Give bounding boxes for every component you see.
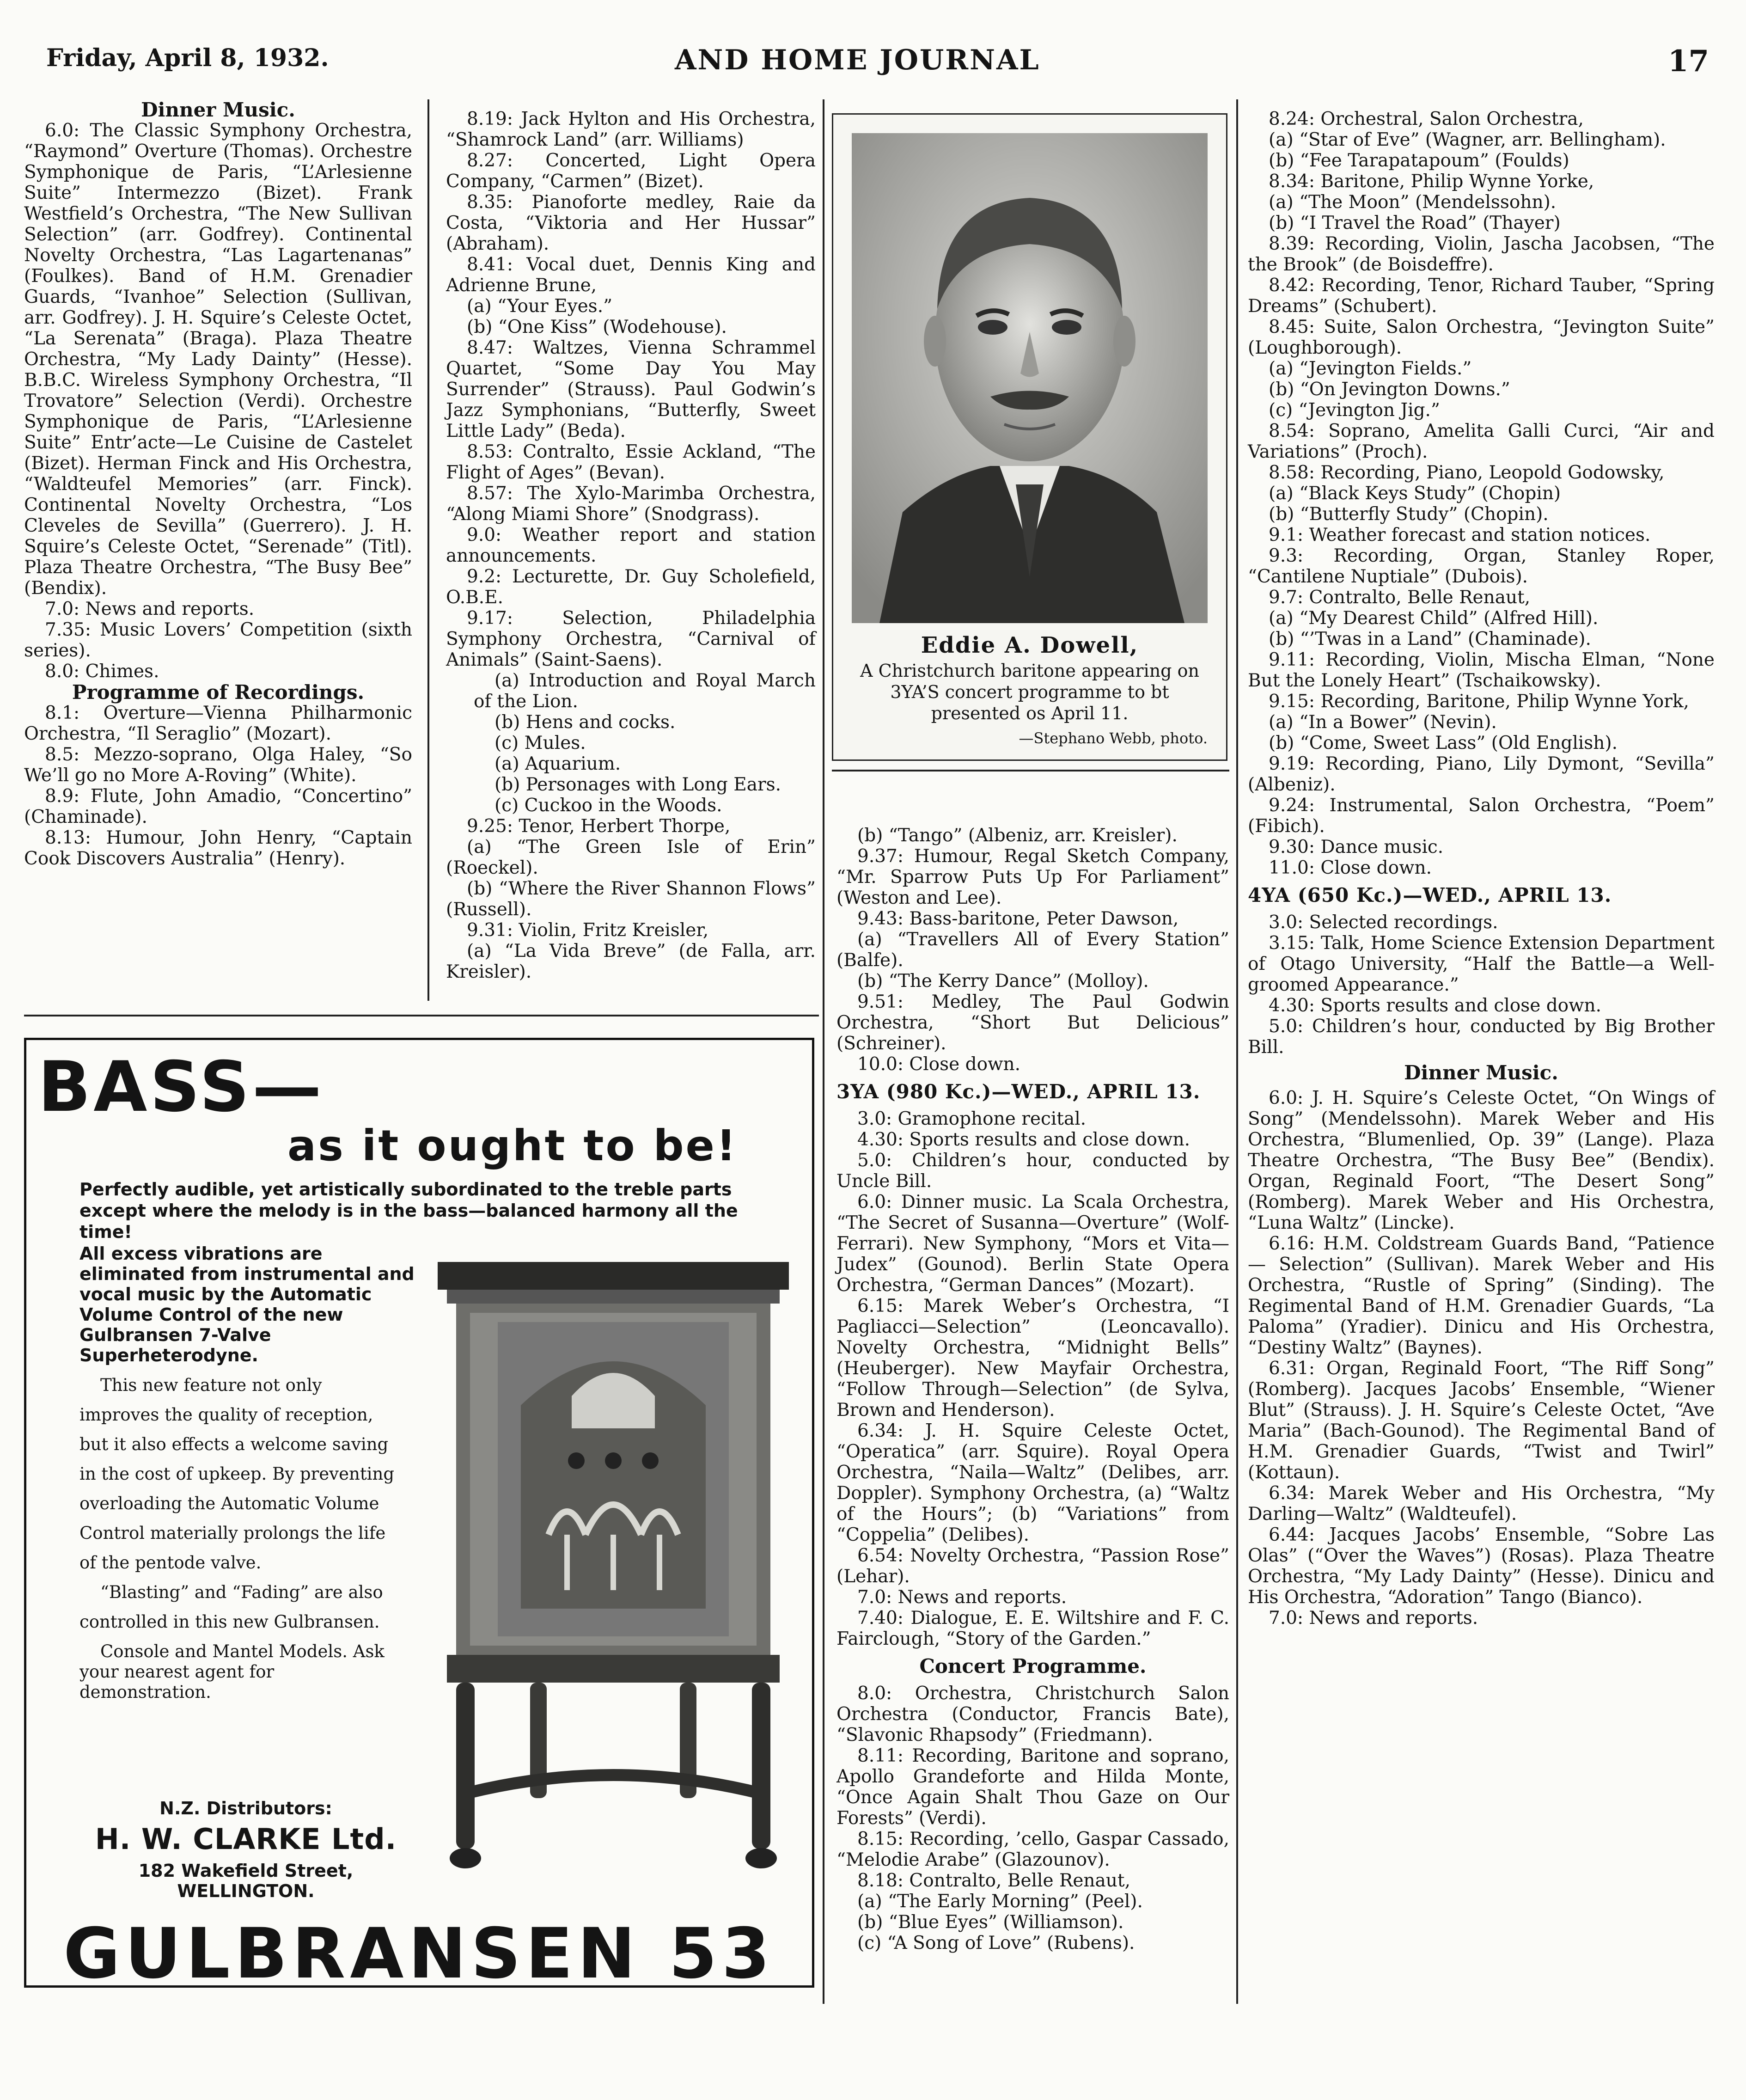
journal-title: AND HOME JOURNAL xyxy=(675,44,1040,76)
programme-entry: 8.47: Waltzes, Vienna Schrammel Quartet, “Some Day You May Surrender” (Strauss). Paul Godwin’s Jazz Symphonians, “Butterfly, Sweet Little Lady” (Beda). xyxy=(446,337,816,441)
programme-entry: 5.0: Children’s hour, conducted by Big Brother Bill. xyxy=(1248,1016,1715,1058)
programme-entry: 10.0: Close down. xyxy=(857,1054,1020,1075)
programme-entry: 6.15: Marek Weber’s Orchestra, “I Pagliacci—Selection” (Leoncavallo). Novelty Orchestra, “Midnight Bells” (Heuberger). New Mayfair Orchestra, “Follow Through—Selection” (de Sylva, Brown and Henderson). xyxy=(836,1296,1229,1420)
distributor-label: N.Z. Distributors: xyxy=(159,1798,332,1818)
ad-body xyxy=(79,1371,403,1702)
programme-subentry: (a) “Travellers All of Every Station” (Balfe). xyxy=(836,929,1229,971)
programme-entry: 8.18: Contralto, Belle Renaut, xyxy=(857,1870,1130,1891)
distributor-address-street: 182 Wakefield Street, xyxy=(138,1861,354,1881)
programme-subentry: (b) “Come, Sweet Lass” (Old English). xyxy=(1269,733,1618,753)
page-header xyxy=(46,44,1709,86)
programme-subentry: (a) “Your Eyes.” xyxy=(467,296,613,317)
programme-entry: 6.16: H.M. Coldstream Guards Band, “Patience — Selection” (Sullivan). Marek Weber and His Orchestra, “Rustle of Spring” (Sinding). The Regimental Band of H.M. Grenadier Guards, “La Paloma” (Yradier). Dinicu and His Orchestra, “Destiny Waltz” (Baynes). xyxy=(1248,1233,1715,1358)
distributor-address-city: WELLINGTON. xyxy=(177,1881,315,1901)
programme-subentry: (a) “Star of Eve” (Wagner, arr. Bellingham). xyxy=(1269,129,1666,150)
programme-subentry: (a) “The Green Isle of Erin” (Roeckel). xyxy=(446,837,816,878)
product-name: GULBRANSEN 53 xyxy=(63,1914,775,1994)
programme-entry: 6.44: Jacques Jacobs’ Ensemble, “Sobre Las Olas” (“Over the Waves”) (Rosas). Plaza Theatre Orchestra, “My Lady Dainty” (Hesse). Dinicu and His Orchestra, “Adoration” Tango (Bianco). xyxy=(1248,1524,1715,1608)
programme-subentry: (a) Introduction and Royal March of the Lion. xyxy=(474,670,816,712)
distributor-name: H. W. CLARKE Ltd. xyxy=(95,1822,397,1856)
column-4 xyxy=(1248,109,1715,1629)
programme-entry: 6.54: Novelty Orchestra, “Passion Rose” (Lehar). xyxy=(836,1545,1229,1587)
programme-entry: 6.0: The Classic Symphony Orchestra, “Raymond” Overture (Thomas). Orchestre Symphonique de Paris, “L’Arlesienne Suite” Intermezzo (Bizet). Frank Westfield’s Orchestra, “The New Sullivan Selection” (arr. Godfrey). Continental Novelty Orchestra, “Las Lagartenanas” (Foulkes). Band of H.M. Grenadier Guards, “Ivanhoe” Selection (Sullivan, arr. Godfrey). J. H. Squire’s Celeste Octet, “La Serenata” (Braga). Plaza Theatre Orchestra, “My Lady Dainty” (Hesse). B.B.C. Wireless Symphony Orchestra, “Il Trovatore” Selection (Verdi). Orchestre Symphonique de Paris, “L’Arlesienne Suite” Entr’acte—Le Cuisine de Castelet (Bizet). Herman Finck and His Orchestra, “Waldteufel Memories” (arr. Finck). Continental Novelty Orchestra, “Los Cleveles de Sevilla” (Guerrero). J. H. Squire’s Celeste Octet, “Serenade” (Titl). Plaza Theatre Orchestra, “The Busy Bee” (Bendix). xyxy=(24,120,412,599)
programme-entry: 6.31: Organ, Reginald Foort, “The Riff Song” (Romberg). Jacques Jacobs’ Ensemble, “Wiener Blut” (Strauss). J. H. Squire’s Celeste Octet, “Ave Maria” (Bach-Gounod). The Regimental Band of H.M. Grenadier Guards, “Twist and Twirl” (Kottaun). xyxy=(1248,1358,1715,1483)
programme-subentry: (c) “A Song of Love” (Rubens). xyxy=(857,1933,1135,1953)
programme-entry: 9.17: Selection, Philadelphia Symphony Orchestra, “Carnival of Animals” (Saint-Saens). xyxy=(446,608,816,670)
issue-date: Friday, April 8, 1932. xyxy=(46,44,329,72)
programme-subentry: (a) “La Vida Breve” (de Falla, arr. Kreisler). xyxy=(446,941,816,982)
column-2 xyxy=(446,109,816,982)
programme-entry: 8.5: Mezzo-soprano, Olga Haley, “So We’ll go no More A-Roving” (White). xyxy=(24,744,412,786)
programme-entry: 6.34: J. H. Squire Celeste Octet, “Operatica” (arr. Squire). Royal Opera Orchestra, “Naila—Waltz” (Delibes, arr. Doppler). Symphony Orchestra, (a) “Waltz of the Hours”; (b) “Variations” from “Coppelia” (Delibes). xyxy=(836,1420,1229,1545)
programme-entry: 9.1: Weather forecast and station notices. xyxy=(1269,525,1651,545)
programme-entry: 9.51: Medley, The Paul Godwin Orchestra, “Short But Delicious” (Schreiner). xyxy=(836,992,1229,1054)
console-radio-illustration xyxy=(428,1257,798,1881)
programme-entry: 7.40: Dialogue, E. E. Wiltshire and F. C. Fairclough, “Story of the Garden.” xyxy=(836,1608,1229,1649)
programme-subentry: (a) Aquarium. xyxy=(494,753,621,774)
programme-entry: 7.35: Music Lovers’ Competition (sixth series). xyxy=(24,619,412,661)
programme-entry: 6.0: Dinner music. La Scala Orchestra, “The Secret of Susanna—Overture” (Wolf-Ferrari). New Symphony, “Mors et Vita—Judex” (Gounod). Berlin State Opera Orchestra, “German Dances” (Mozart). xyxy=(836,1192,1229,1296)
programme-subentry: (b) “Fee Tarapatapoum” (Foulds) xyxy=(1269,150,1569,171)
column-rule xyxy=(427,99,429,1001)
programme-subentry: (b) “One Kiss” (Wodehouse). xyxy=(467,317,727,337)
programme-entry: 9.3: Recording, Organ, Stanley Roper, “Cantilene Nuptiale” (Dubois). xyxy=(1248,545,1715,587)
programme-entry: 9.31: Violin, Fritz Kreisler, xyxy=(467,920,709,941)
station-heading: 3YA (980 Kc.)—WED., APRIL 13. xyxy=(836,1080,1201,1103)
programme-entry: 6.34: Marek Weber and His Orchestra, “My Darling—Waltz” (Waldteufel). xyxy=(1248,1483,1715,1524)
programme-subentry: (a) “Jevington Fields.” xyxy=(1269,358,1472,379)
programme-entry: 9.2: Lecturette, Dr. Guy Scholefield, O.B.E. xyxy=(446,566,816,608)
programme-entry: 6.0: J. H. Squire’s Celeste Octet, “On Wings of Song” (Mendelssohn). Marek Weber and His Orchestra, “Blumenlied, Op. 39” (Lange). Plaza Theatre Orchestra, “The Busy Bee” (Bendix). Organ, Reginald Foort, “The Desert Song” (Romberg). Marek Weber and His Orchestra, “Luna Waltz” (Lincke). xyxy=(1248,1088,1715,1233)
programme-entry: 8.42: Recording, Tenor, Richard Tauber, “Spring Dreams” (Schubert). xyxy=(1248,275,1715,317)
ad-subheadline: as it ought to be! xyxy=(287,1121,738,1170)
programme-subentry: (c) Cuckoo in the Woods. xyxy=(494,795,722,816)
portrait-name: Eddie A. Dowell, xyxy=(921,632,1139,658)
ad-headline: BASS— xyxy=(38,1047,324,1127)
programme-subentry: (b) “’Twas in a Land” (Chaminade). xyxy=(1269,629,1591,649)
programme-subentry: (b) Personages with Long Ears. xyxy=(494,774,781,795)
programme-entry: 9.0: Weather report and station announcements. xyxy=(446,525,816,566)
programme-entry: 8.41: Vocal duet, Dennis King and Adrienne Brune, xyxy=(446,254,816,296)
section-rule xyxy=(24,1015,819,1016)
programme-subentry: (a) “In a Bower” (Nevin). xyxy=(1269,712,1497,733)
programme-subentry: (b) “Butterfly Study” (Chopin). xyxy=(1269,504,1549,525)
programme-entry: 8.0: Chimes. xyxy=(45,661,159,682)
programme-entry: 9.25: Tenor, Herbert Thorpe, xyxy=(467,816,731,837)
portrait-caption: A Christchurch baritone appearing on 3YA’S concert programme to bt presented os April 11. xyxy=(860,661,1199,723)
column-rule xyxy=(823,99,824,2004)
programme-entry: 8.45: Suite, Salon Orchestra, “Jevington Suite” (Loughborough). xyxy=(1248,317,1715,358)
programme-subentry: (b) “I Travel the Road” (Thayer) xyxy=(1269,213,1561,233)
programme-entry: 8.24: Orchestral, Salon Orchestra, xyxy=(1269,109,1584,129)
ad-body-paragraph: “Blasting” and “Fading” are also controlled in this new Gulbransen. xyxy=(79,1582,383,1632)
programme-entry: 9.30: Dance music. xyxy=(1269,837,1444,857)
programme-subentry: (a) “Black Keys Study” (Chopin) xyxy=(1269,483,1561,504)
programme-entry: 8.34: Baritone, Philip Wynne Yorke, xyxy=(1269,171,1594,192)
programme-entry: 8.13: Humour, John Henry, “Captain Cook Discovers Australia” (Henry). xyxy=(24,827,412,869)
programme-entry: 8.58: Recording, Piano, Leopold Godowsky, xyxy=(1269,462,1665,483)
ad-body-paragraph: Console and Mantel Models. Ask your nearest agent for demonstration. xyxy=(79,1641,385,1702)
programme-entry: 8.35: Pianoforte medley, Raie da Costa, “Viktoria and Her Hussar” (Abraham). xyxy=(446,192,816,254)
programme-subentry: (b) “Tango” (Albeniz, arr. Kreisler). xyxy=(857,825,1178,846)
photo-credit: —Stephano Webb, photo. xyxy=(1019,729,1208,747)
column-3 xyxy=(836,825,1229,1953)
programme-subentry: (b) Hens and cocks. xyxy=(494,712,676,733)
ad-feature-text: All excess vibrations are eliminated from instrumental and vocal music by the Automatic Volume Control of the new Gulbransen 7-Valve Superheterodyne. xyxy=(79,1243,415,1365)
portrait-box xyxy=(832,113,1227,761)
programme-entry: 9.15: Recording, Baritone, Philip Wynne York, xyxy=(1269,691,1689,712)
section-heading: Programme of Recordings. xyxy=(72,681,365,704)
programme-entry: 3.0: Selected recordings. xyxy=(1269,912,1498,933)
programme-entry: 4.30: Sports results and close down. xyxy=(857,1129,1190,1150)
programme-subentry: (b) “The Kerry Dance” (Molloy). xyxy=(857,971,1149,992)
programme-entry: 9.24: Instrumental, Salon Orchestra, “Poem” (Fibich). xyxy=(1248,795,1715,837)
programme-entry: 8.0: Orchestra, Christchurch Salon Orchestra (Conductor, Francis Bate), “Slavonic Rhapsody” (Friedmann). xyxy=(836,1683,1229,1745)
section-heading: Dinner Music. xyxy=(141,98,295,121)
programme-subentry: (b) “Where the River Shannon Flows” (Russell). xyxy=(446,878,816,920)
programme-entry: 7.0: News and reports. xyxy=(1269,1608,1478,1629)
ad-lead-text: Perfectly audible, yet artistically subordinated to the treble parts except where the melody is in the bass—balanced harmony all the time! xyxy=(79,1179,738,1242)
programme-subentry: (a) “My Dearest Child” (Alfred Hill). xyxy=(1269,608,1599,629)
programme-entry: 8.19: Jack Hylton and His Orchestra, “Shamrock Land” (arr. Williams) xyxy=(446,109,816,150)
programme-entry: 4.30: Sports results and close down. xyxy=(1269,995,1602,1016)
programme-subentry: (c) Mules. xyxy=(494,733,586,753)
programme-subentry: (b) “On Jevington Downs.” xyxy=(1269,379,1510,400)
programme-entry: 9.37: Humour, Regal Sketch Company, “Mr. Sparrow Puts Up For Parliament” (Weston and Lee). xyxy=(836,846,1229,908)
column-1 xyxy=(24,99,412,869)
programme-entry: 8.11: Recording, Baritone and soprano, Apollo Grandeforte and Hilda Monte, “Once Again Shalt Thou Gaze on Our Forests” (Verdi). xyxy=(836,1745,1229,1829)
programme-entry: 3.0: Gramophone recital. xyxy=(857,1108,1087,1129)
programme-entry: 7.0: News and reports. xyxy=(857,1587,1067,1608)
station-heading: 4YA (650 Kc.)—WED., APRIL 13. xyxy=(1248,884,1612,906)
programme-subentry: (a) “The Moon” (Mendelssohn). xyxy=(1269,192,1557,213)
column-rule xyxy=(1236,99,1238,2004)
programme-subentry: (b) “Blue Eyes” (Williamson). xyxy=(857,1912,1124,1933)
gulbransen-advertisement xyxy=(24,1038,814,1994)
programme-subentry: (c) “Jevington Jig.” xyxy=(1269,400,1440,421)
programme-entry: 9.7: Contralto, Belle Renaut, xyxy=(1269,587,1531,608)
section-heading: Concert Programme. xyxy=(919,1655,1147,1678)
programme-entry: 11.0: Close down. xyxy=(1269,857,1432,878)
programme-entry: 8.57: The Xylo-Marimba Orchestra, “Along Miami Shore” (Snodgrass). xyxy=(446,483,816,525)
section-rule xyxy=(832,770,1229,771)
programme-entry: 8.15: Recording, ’cello, Gaspar Cassado, “Melodie Arabe” (Glazounov). xyxy=(836,1829,1229,1870)
programme-entry: 9.19: Recording, Piano, Lily Dymont, “Sevilla” (Albeniz). xyxy=(1248,753,1715,795)
portrait-photo xyxy=(852,133,1208,623)
programme-entry: 8.39: Recording, Violin, Jascha Jacobsen, “The the Brook” (de Boisdeffre). xyxy=(1248,233,1715,275)
programme-entry: 8.27: Concerted, Light Opera Company, “Carmen” (Bizet). xyxy=(446,150,816,192)
programme-entry: 3.15: Talk, Home Science Extension Department of Otago University, “Half the Battle—a Well-groomed Appearance.” xyxy=(1248,933,1715,995)
programme-entry: 9.43: Bass-baritone, Peter Dawson, xyxy=(857,908,1179,929)
programme-entry: 8.53: Contralto, Essie Ackland, “The Flight of Ages” (Bevan). xyxy=(446,441,816,483)
page-number: 17 xyxy=(1667,44,1709,79)
section-heading: Dinner Music. xyxy=(1404,1061,1558,1084)
distributor-block xyxy=(79,1798,412,1901)
programme-subentry: (a) “The Early Morning” (Peel). xyxy=(857,1891,1143,1912)
programme-entry: 8.1: Overture—Vienna Philharmonic Orchestra, “Il Seraglio” (Mozart). xyxy=(24,703,412,744)
programme-entry: 9.11: Recording, Violin, Mischa Elman, “None But the Lonely Heart” (Tschaikowsky). xyxy=(1248,649,1715,691)
programme-entry: 8.9: Flute, John Amadio, “Concertino” (Chaminade). xyxy=(24,786,412,827)
ad-body-paragraph: This new feature not only improves the quality of reception, but it also effects a welcome saving in the cost of upkeep. By preventing overloading the Automatic Volume Control materially prolongs the life of the pentode valve. xyxy=(79,1375,395,1573)
programme-entry: 5.0: Children’s hour, conducted by Uncle Bill. xyxy=(836,1150,1229,1192)
programme-entry: 8.54: Soprano, Amelita Galli Curci, “Air and Variations” (Proch). xyxy=(1248,421,1715,462)
programme-entry: 7.0: News and reports. xyxy=(45,599,255,619)
